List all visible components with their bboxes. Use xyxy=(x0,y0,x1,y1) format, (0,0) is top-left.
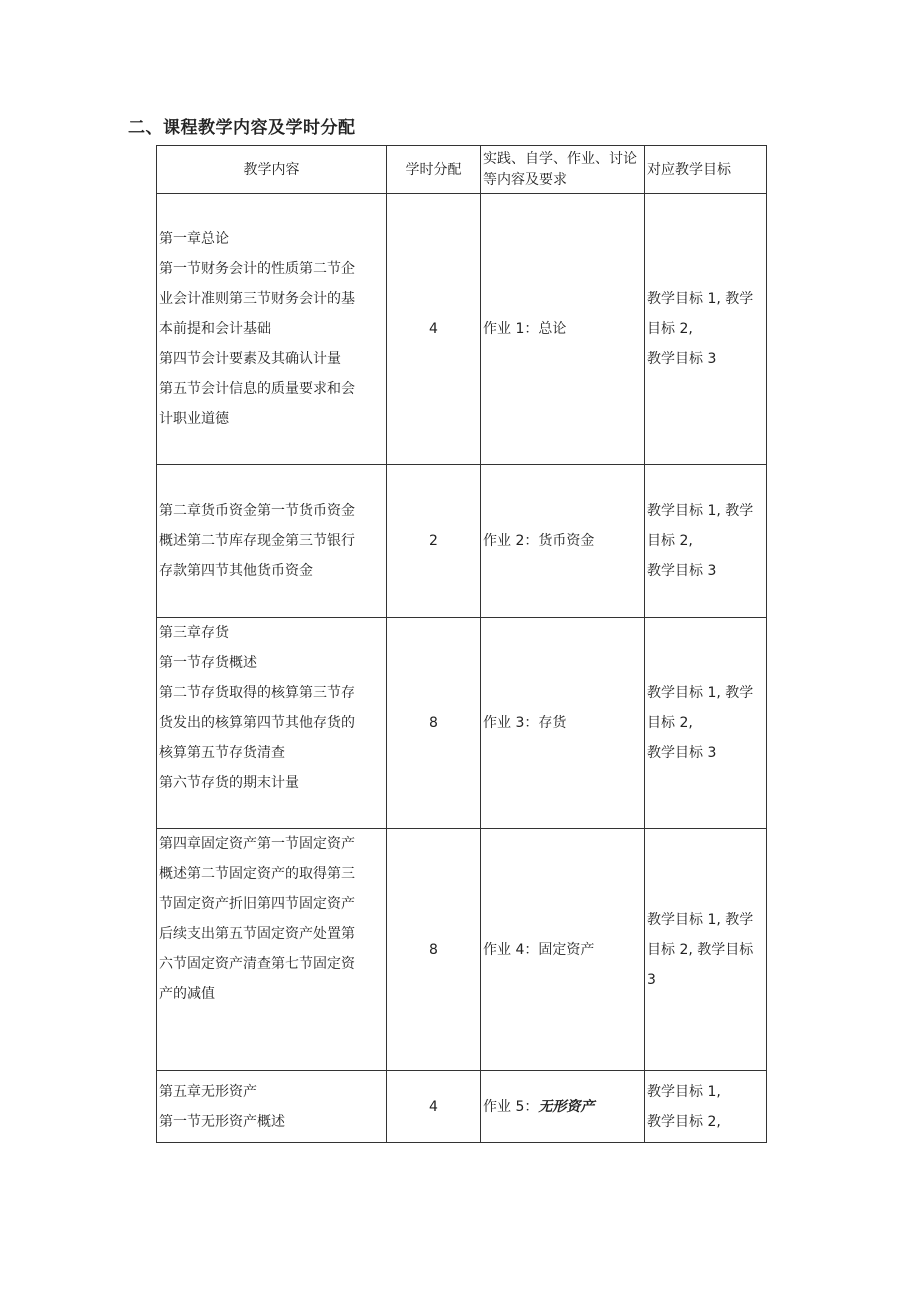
content-line: 第五节会计信息的质量要求和会 xyxy=(159,381,355,397)
goal-cell xyxy=(645,618,767,829)
content-line: 产的减值 xyxy=(159,986,215,1002)
practice-topic: 无形资产 xyxy=(538,1098,595,1115)
content-cell xyxy=(157,465,387,618)
content-cell xyxy=(157,829,387,1071)
content-line: 第六节存货的期末计量 xyxy=(159,775,299,791)
goal-cell xyxy=(645,465,767,618)
content-line: 第三章存货 xyxy=(159,625,229,641)
content-line: 本前提和会计基础 xyxy=(159,321,271,337)
goal-line: 教学目标 3 xyxy=(647,563,717,579)
content-line: 第一节存货概述 xyxy=(159,655,257,671)
content-line: 计职业道德 xyxy=(159,411,229,427)
practice-cell: 作业 1：总论 xyxy=(481,194,645,465)
section-title: 二、课程教学内容及学时分配 xyxy=(128,118,356,138)
goal-line: 教学目标 1, 教学 xyxy=(647,685,754,701)
goal-cell xyxy=(645,829,767,1071)
hours-cell: 8 xyxy=(387,618,481,829)
content-line: 第一节财务会计的性质第二节企 xyxy=(159,261,355,277)
goal-line: 教学目标 1, 教学 xyxy=(647,911,754,928)
content-line: 第四节会计要素及其确认计量 xyxy=(159,351,341,367)
goal-line: 教学目标 3 xyxy=(647,745,717,761)
goal-line: 目标 2, xyxy=(647,321,693,337)
table-row xyxy=(157,618,767,829)
content-line: 货发出的核算第四节其他存货的 xyxy=(159,715,355,731)
practice-prefix: 作业 5： xyxy=(483,1098,539,1115)
course-content-table xyxy=(156,145,767,1143)
content-line: 概述第二节固定资产的取得第三 xyxy=(159,866,355,882)
goal-line: 教学目标 1, 教学 xyxy=(647,291,754,307)
goal-line: 目标 2, xyxy=(647,533,693,549)
goal-cell xyxy=(645,194,767,465)
header-goals: 对应教学目标 xyxy=(645,146,767,194)
table-row xyxy=(157,465,767,618)
goal-line: 3 xyxy=(647,971,656,988)
content-cell xyxy=(157,194,387,465)
content-line: 存款第四节其他货币资金 xyxy=(159,563,313,579)
content-line: 六节固定资产清查第七节固定资 xyxy=(159,956,355,972)
hours-cell: 8 xyxy=(387,829,481,1071)
content-line: 后续支出第五节固定资产处置第 xyxy=(159,926,355,942)
hours-cell: 4 xyxy=(387,1071,481,1143)
goal-line: 教学目标 2, xyxy=(647,1113,721,1130)
table-row xyxy=(157,194,767,465)
content-line: 第五章无形资产 xyxy=(159,1083,257,1100)
header-hours: 学时分配 xyxy=(387,146,481,194)
goal-line: 教学目标 1, 教学 xyxy=(647,503,754,519)
content-line: 第一章总论 xyxy=(159,231,229,247)
goal-line: 目标 2, xyxy=(647,715,693,731)
table-row xyxy=(157,1071,767,1143)
content-line: 核算第五节存货清查 xyxy=(159,745,285,761)
goal-line: 教学目标 1, xyxy=(647,1083,721,1100)
content-cell xyxy=(157,1071,387,1143)
goal-cell xyxy=(645,1071,767,1143)
practice-cell: 作业 4：固定资产 xyxy=(481,829,645,1071)
table-row xyxy=(157,829,767,1071)
content-line: 第二节存货取得的核算第三节存 xyxy=(159,685,355,701)
practice-cell: 作业 2：货币资金 xyxy=(481,465,645,618)
content-line: 概述第二节库存现金第三节银行 xyxy=(159,533,355,549)
goal-line: 教学目标 3 xyxy=(647,351,717,367)
content-line: 节固定资产折旧第四节固定资产 xyxy=(159,896,355,912)
practice-cell xyxy=(481,1071,645,1143)
hours-cell: 4 xyxy=(387,194,481,465)
hours-cell: 2 xyxy=(387,465,481,618)
content-line: 第二章货币资金第一节货币资金 xyxy=(159,503,355,519)
goal-line: 目标 2, 教学目标 xyxy=(647,941,754,958)
header-content: 教学内容 xyxy=(157,146,387,194)
practice-cell: 作业 3：存货 xyxy=(481,618,645,829)
content-cell xyxy=(157,618,387,829)
content-line: 第四章固定资产第一节固定资产 xyxy=(159,836,355,852)
table-header-row xyxy=(157,146,767,194)
content-line: 第一节无形资产概述 xyxy=(159,1113,285,1130)
header-practice: 实践、自学、作业、讨论等内容及要求 xyxy=(481,146,645,194)
content-line: 业会计准则第三节财务会计的基 xyxy=(159,291,355,307)
